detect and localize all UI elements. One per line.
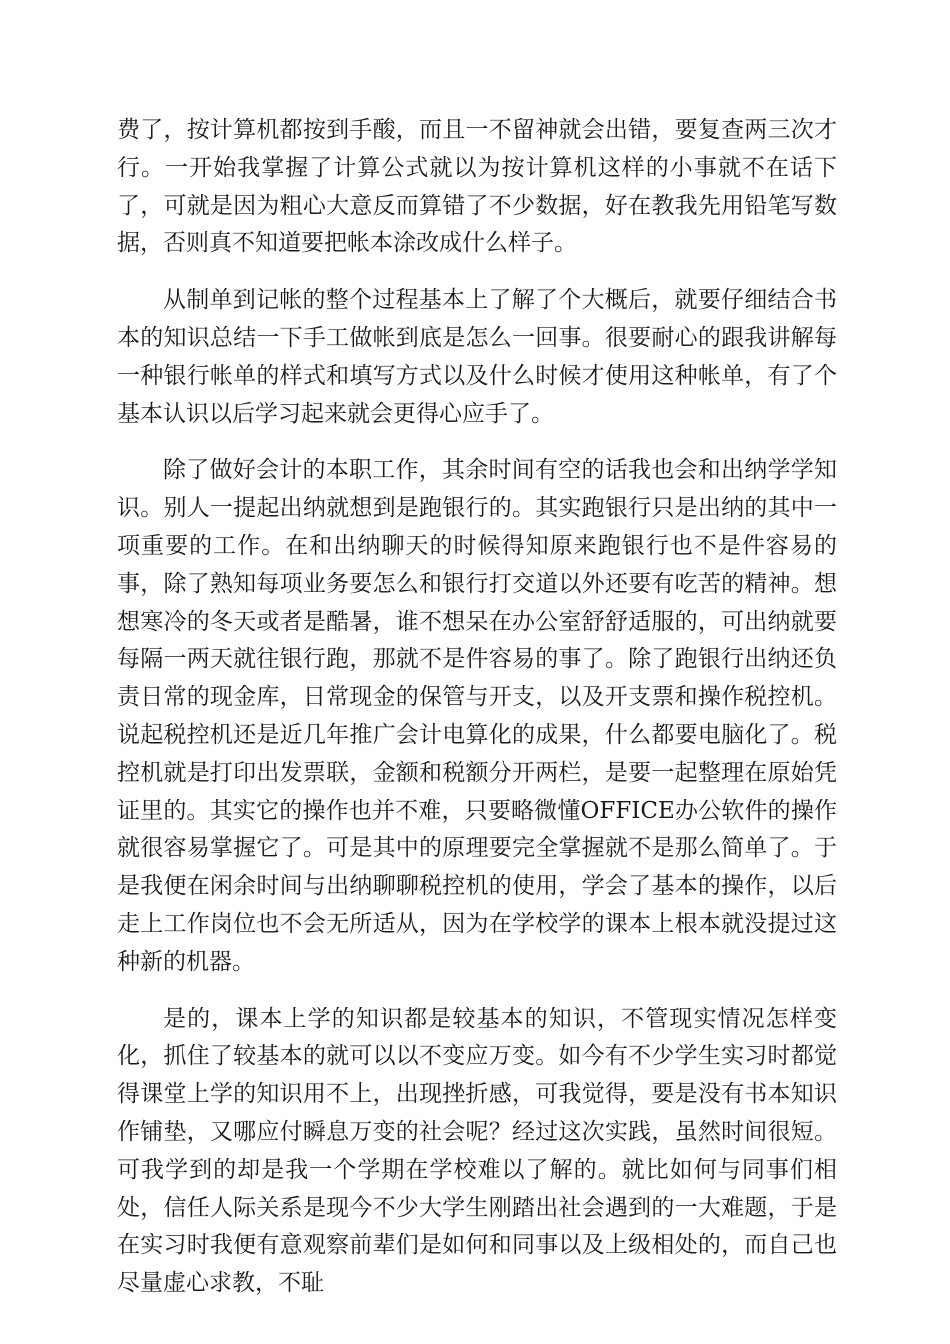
paragraph-4: 是的，课本上学的知识都是较基本的知识，不管现实情况怎样变化，抓住了较基本的就可以以不变应万变。如今有不少学生实习时都觉得课堂上学的知识用不上，出现挫折感，可我觉得，要是没有书本知识作铺垫，又哪应付瞬息万变的社会呢？经过这次实践，虽然时间很短。可我学到的却是我一个学期在学校难以了解的。就比如何与同事们相处，信任人际关系是现今不少大学生刚踏出社会遇到的一大难题，于是在实习时我便有意观察前辈们是如何和同事以及上级相处的，而自己也尽量虚心求教，不耻 bbox=[117, 1005, 837, 1297]
paragraph-1: 费了，按计算机都按到手酸，而且一不留神就会出错，要复查两三次才行。一开始我掌握了计算公式就以为按计算机这样的小事就不在话下了，可就是因为粗心大意反而算错了不少数据，好在教我先用铅笔写数据，否则真不知道要把帐本涂改成什么样子。 bbox=[117, 117, 837, 257]
paragraph-3: 除了做好会计的本职工作，其余时间有空的话我也会和出纳学学知识。别人一提起出纳就想到是跑银行的。其实跑银行只是出纳的其中一项重要的工作。在和出纳聊天的时候得知原来跑银行也不是件容易的事，除了熟知每项业务要怎么和银行打交道以外还要有吃苦的精神。想想寒冷的冬天或者是酷暑，谁不想呆在办公室舒舒适服的，可出纳就要每隔一两天就往银行跑，那就不是件容易的事了。除了跑银行出纳还负责日常的现金库，日常现金的保管与开支，以及开支票和操作税控机。说起税控机还是近几年推广会计电算化的成果，什么都要电脑化了。税控机就是打印出发票联，金额和税额分开两栏，是要一起整理在原始凭证里的。其实它的操作也并不难，只要略微懂OFFICE办公软件的操作就很容易掌握它了。可是其中的原理要完全掌握就不是那么简单了。于是我便在闲余时间与出纳聊聊税控机的使用，学会了基本的操作，以后走上工作岗位也不会无所适从，因为在学校学的课本上根本就没提过这种新的机器。 bbox=[117, 457, 837, 975]
paragraph-2: 从制单到记帐的整个过程基本上了解了个大概后，就要仔细结合书本的知识总结一下手工做帐到底是怎么一回事。很要耐心的跟我讲解每一种银行帐单的样式和填写方式以及什么时候才使用这种帐单，有了个基本认识以后学习起来就会更得心应手了。 bbox=[117, 287, 837, 427]
document-body bbox=[117, 112, 837, 1322]
